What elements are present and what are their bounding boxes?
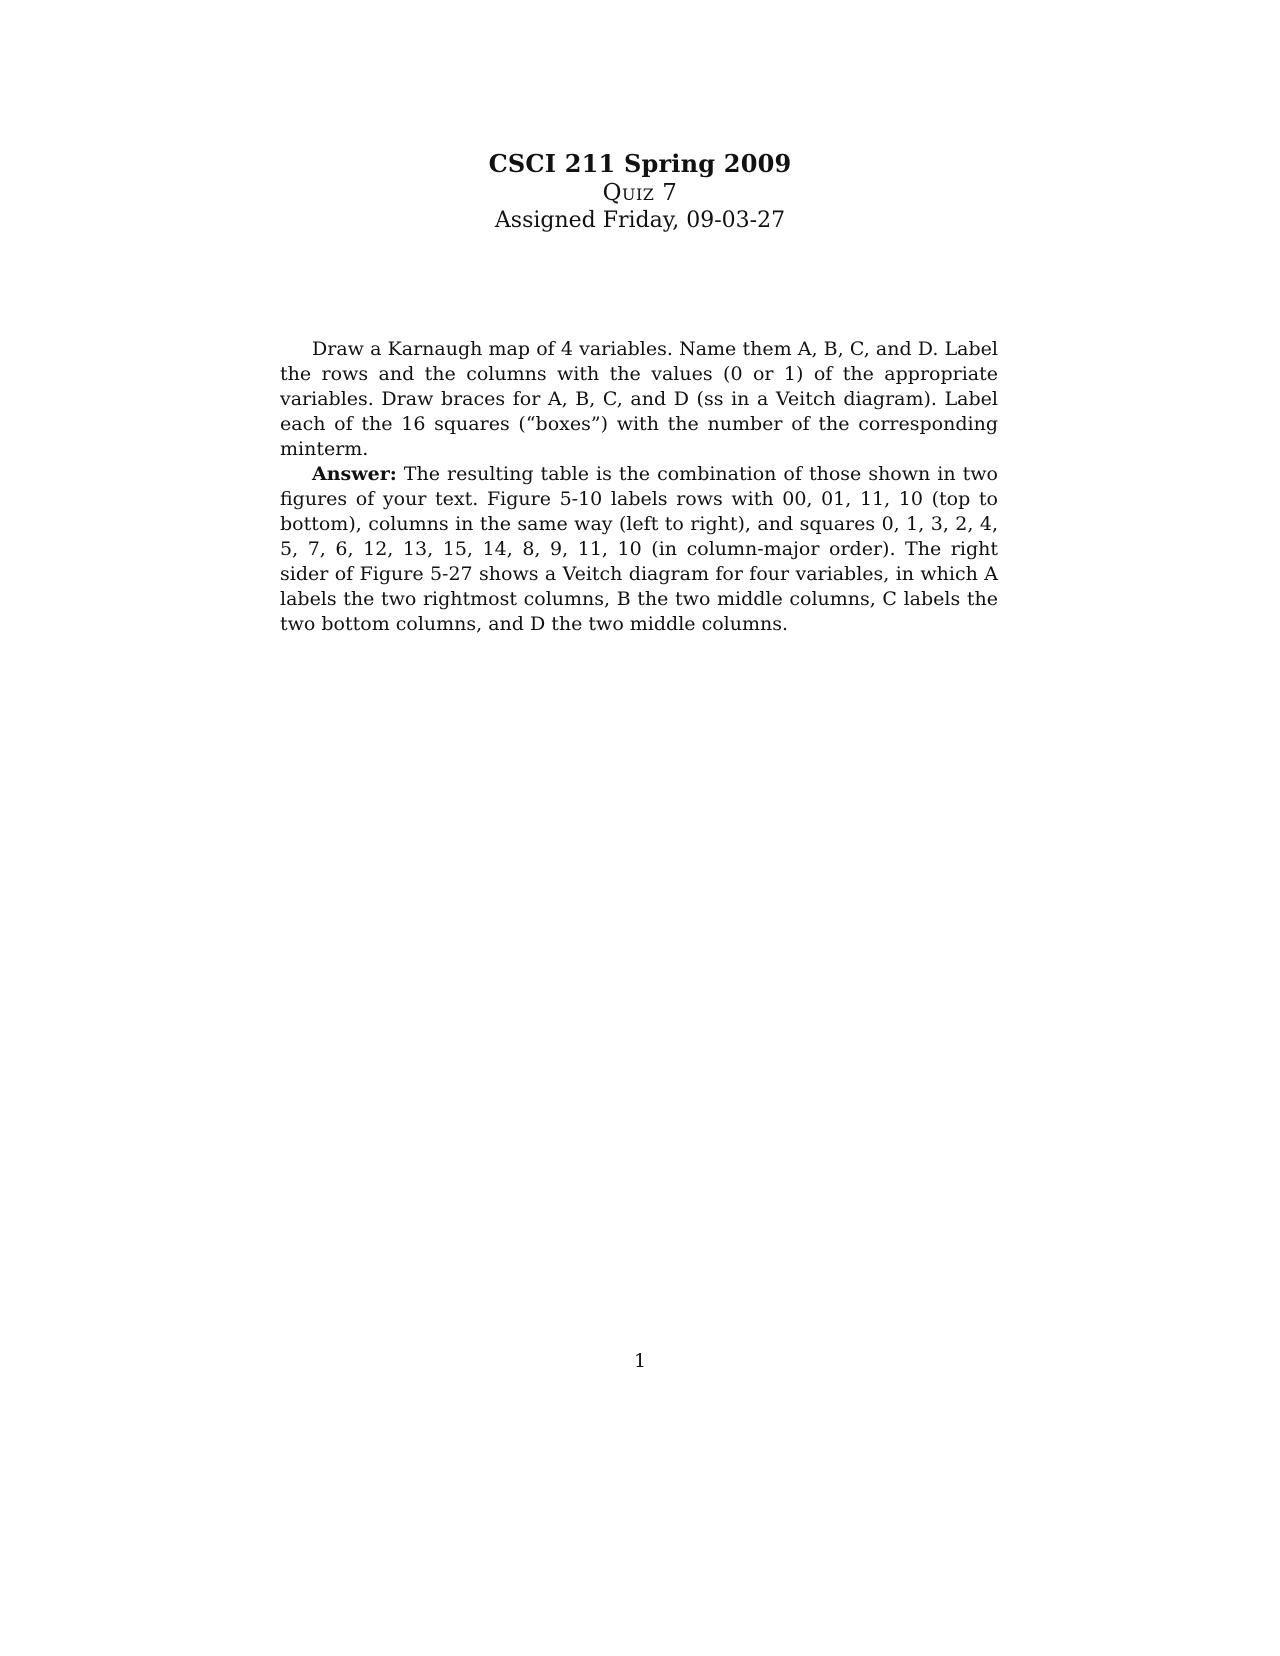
answer-paragraph <box>280 462 998 637</box>
answer-text: The resulting table is the combination of those shown in two figures of your text. Figure 5-10 labels rows with 00, 01, 11, 10 (top to bottom), columns in the same way (left to right), and squares 0, 1, 3, 2, 4, 5, 7, 6, 12, 13, 15, 14, 8, 9, 11, 10 (in column-major order). The right sider of Figure 5-27 shows a Veitch diagram for four variables, in which A labels the two rightmost columns, B the two middle columns, C labels the two bottom columns, and D the two middle columns. <box>280 463 998 635</box>
course-title: CSCI 211 Spring 2009 <box>488 149 792 178</box>
document-header <box>0 150 1280 233</box>
assigned-date: Assigned Friday, 09-03-27 <box>494 208 786 234</box>
page-number: 1 <box>633 1350 647 1372</box>
question-paragraph: Draw a Karnaugh map of 4 variables. Name them A, B, C, and D. Label the rows and the columns with the values (0 or 1) of the appropriate variables. Draw braces for A, B, C, and D (ss in a Veitch diagram). Label each of the 16 squares (“boxes”) with the number of the corresponding minterm. <box>280 338 998 460</box>
quiz-title: Quiz 7 <box>602 179 678 206</box>
answer-label: Answer: <box>312 463 397 485</box>
quiz-body <box>280 337 998 637</box>
